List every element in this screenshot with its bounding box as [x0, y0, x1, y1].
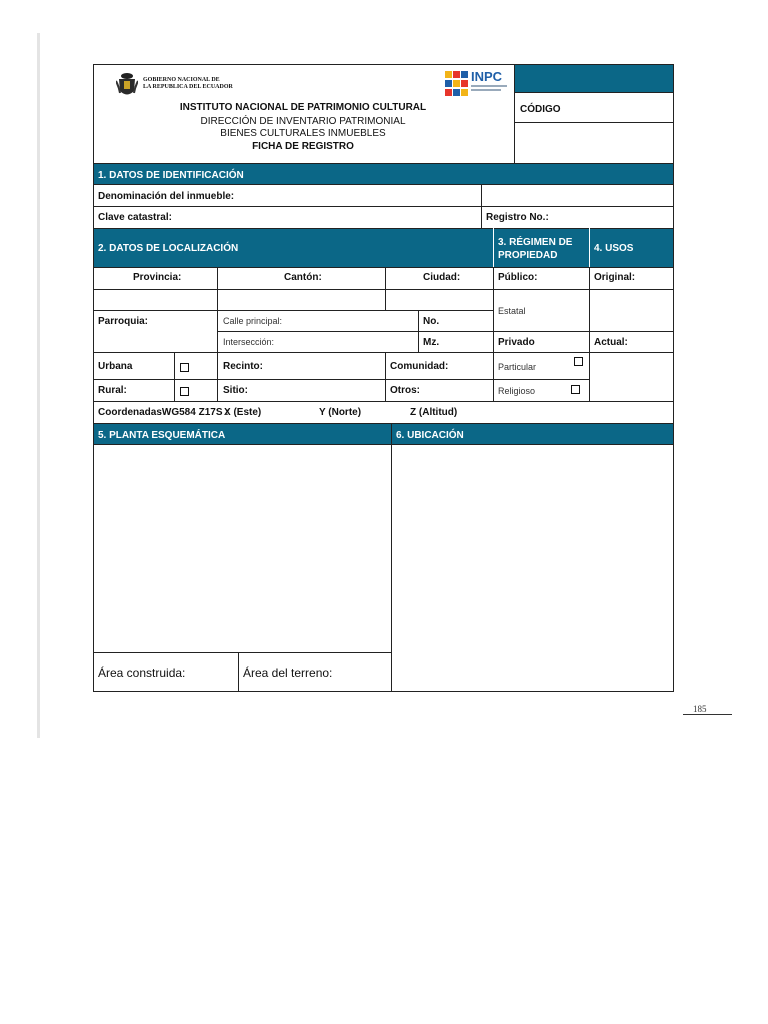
- particular-label: Particular: [498, 362, 537, 372]
- city-label: Ciudad:: [423, 272, 461, 283]
- province-label: Provincia:: [133, 272, 182, 283]
- religious-checkbox[interactable]: [571, 385, 580, 394]
- built-area-label: Área construida:: [98, 666, 186, 680]
- ecuador-coat-of-arms-icon: [116, 71, 138, 99]
- registration-form: [93, 64, 674, 692]
- gov-line-1: GOBIERNO NACIONAL DE: [143, 77, 220, 83]
- form-title: FICHA DE REGISTRO: [252, 141, 354, 152]
- land-area-label: Área del terreno:: [243, 666, 333, 680]
- section-3-title-line-1: 3. RÉGIMEN DE: [498, 237, 573, 248]
- code-header-band: [515, 65, 673, 92]
- canton-label: Cantón:: [284, 272, 322, 283]
- inpc-logo-text: INPC: [471, 69, 503, 84]
- section-6-title: 6. UBICACIÓN: [396, 430, 464, 441]
- z-altitude-label: Z (Altitud): [410, 407, 458, 418]
- section-1-title: 1. DATOS DE IDENTIFICACIÓN: [98, 170, 244, 181]
- section-2-title: 2. DATOS DE LOCALIZACIÓN: [98, 243, 239, 254]
- private-label: Privado: [498, 337, 535, 348]
- urban-checkbox[interactable]: [180, 363, 189, 372]
- inpc-caption-line: [471, 85, 507, 87]
- particular-checkbox[interactable]: [574, 357, 583, 366]
- number-label: No.: [423, 316, 440, 327]
- page-number-rule: [683, 714, 732, 715]
- main-street-label: Calle principal:: [223, 316, 283, 326]
- inpc-caption-line: [471, 89, 501, 91]
- coordinates-label: CoordenadasWG584 Z17S :: [98, 407, 229, 418]
- direction-name: DIRECCIÓN DE INVENTARIO PATRIMONIAL: [200, 116, 406, 127]
- inpc-logo-icon: [445, 71, 469, 97]
- intersection-label: Intersección:: [223, 337, 275, 347]
- section-3-title-line-2: PROPIEDAD: [498, 250, 558, 261]
- x-east-label: X (Este): [224, 407, 262, 418]
- code-label: CÓDIGO: [520, 104, 561, 115]
- cadastral-label: Clave catastral:: [98, 212, 172, 223]
- public-label: Público:: [498, 272, 538, 283]
- y-north-label: Y (Norte): [319, 407, 362, 418]
- schematic-plan-area[interactable]: [94, 445, 391, 652]
- community-label: Comunidad:: [390, 361, 449, 372]
- category-name: BIENES CULTURALES INMUEBLES: [220, 128, 386, 139]
- site-label: Sitio:: [223, 385, 248, 396]
- registry-label: Registro No.:: [486, 212, 549, 223]
- religious-label: Religioso: [498, 386, 536, 396]
- government-caption: [143, 77, 233, 91]
- current-use-label: Actual:: [594, 337, 628, 348]
- state-label: Estatal: [498, 306, 526, 316]
- page-number: 185: [693, 704, 707, 714]
- institute-name: INSTITUTO NACIONAL DE PATRIMONIO CULTURAL: [179, 102, 427, 113]
- location-map-area[interactable]: [392, 445, 673, 691]
- section-4-title: 4. USOS: [594, 243, 634, 254]
- others-label: Otros:: [390, 385, 420, 396]
- rural-label: Rural:: [98, 385, 127, 396]
- urban-label: Urbana: [98, 361, 133, 372]
- denomination-label: Denominación del inmueble:: [98, 191, 235, 202]
- parish-label: Parroquia:: [98, 316, 149, 327]
- precinct-label: Recinto:: [223, 361, 263, 372]
- block-label: Mz.: [423, 337, 440, 348]
- gov-line-2: LA REPUBLICA DEL ECUADOR: [143, 84, 233, 90]
- rural-checkbox[interactable]: [180, 387, 189, 396]
- section-5-title: 5. PLANTA ESQUEMÁTICA: [98, 430, 226, 441]
- page-margin-line: [37, 33, 40, 738]
- original-use-label: Original:: [594, 272, 636, 283]
